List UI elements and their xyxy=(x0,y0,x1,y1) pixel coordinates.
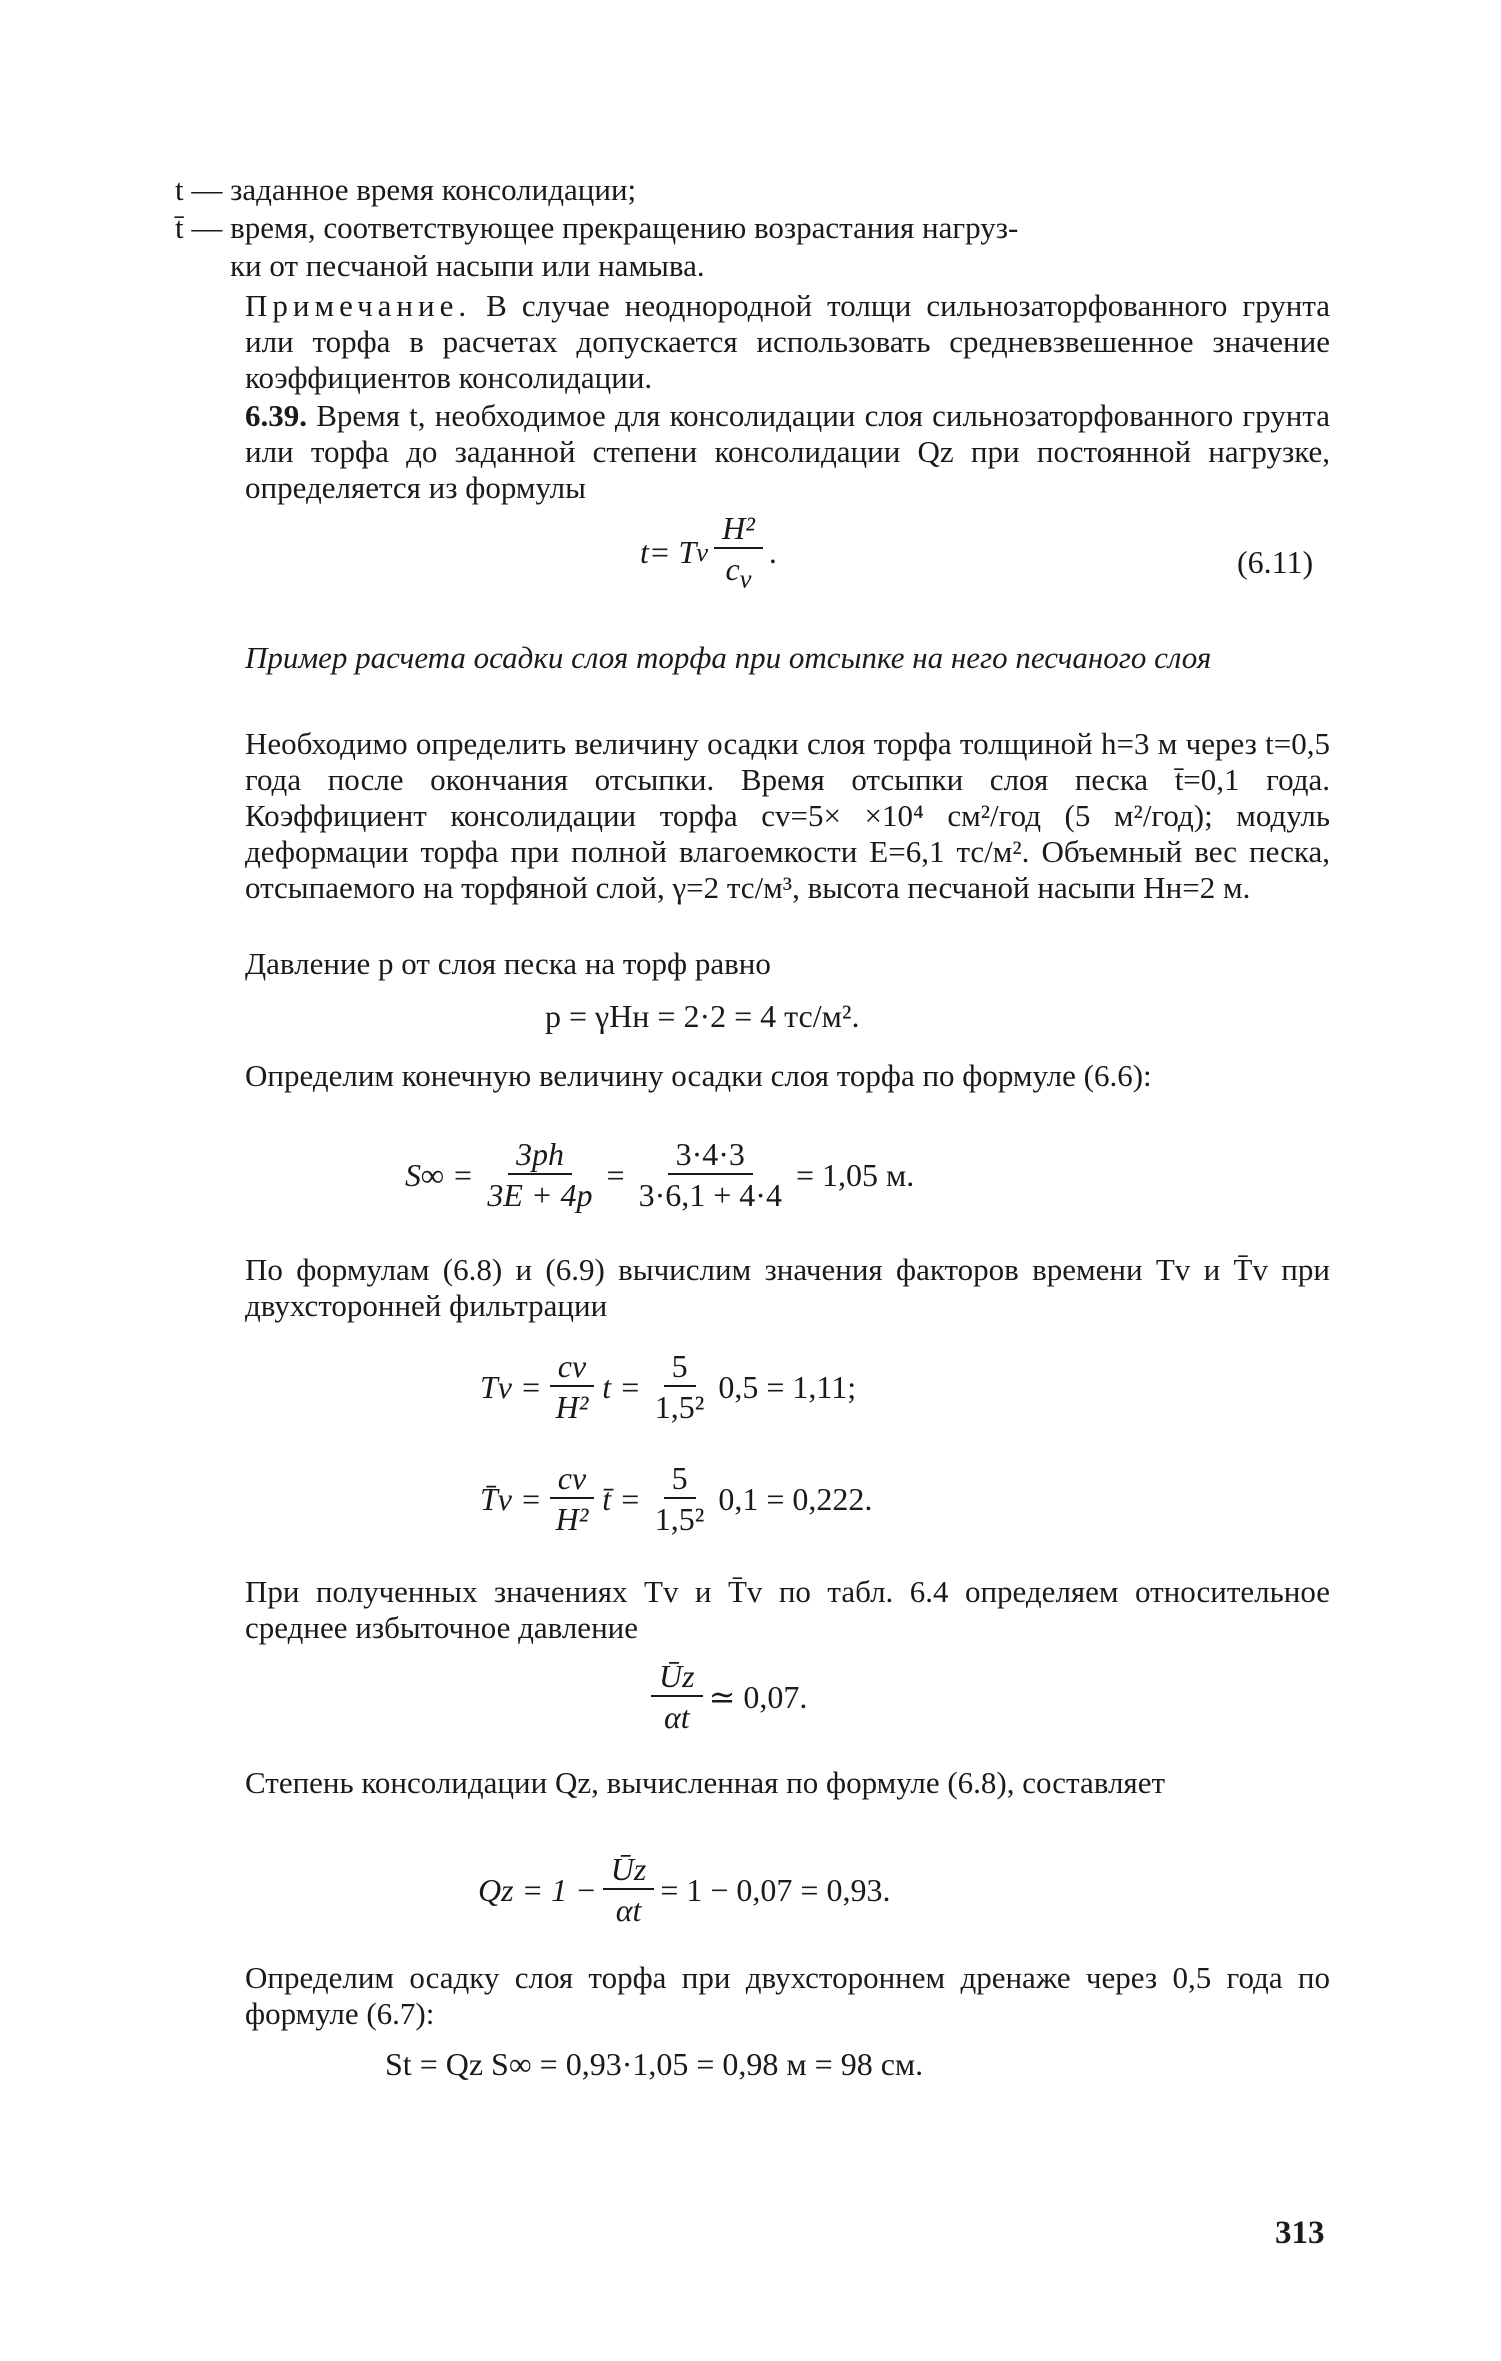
tv-lhs: Tv = xyxy=(480,1368,542,1405)
paragraph-number: 6.39. xyxy=(245,398,307,433)
formula-consolidation xyxy=(478,1853,890,1926)
u-fraction xyxy=(651,1660,703,1733)
u-den: αt xyxy=(663,1699,690,1735)
tv-fraction-1 xyxy=(548,1350,597,1423)
u-result: ≃ 0,07. xyxy=(708,1678,808,1715)
example-paragraph-3: Определим конечную величину осадки слоя торфа по формуле (6.6): xyxy=(245,1058,1152,1093)
settlement-fraction-2 xyxy=(631,1138,790,1211)
example-paragraph-6: Степень консолидации Qz, вычисленная по формуле (6.8), составляет xyxy=(245,1765,1165,1800)
q-lhs: Qz = 1 − xyxy=(478,1871,597,1908)
formula-settlement xyxy=(405,1138,914,1211)
tbv-result: 0,1 = 0,222. xyxy=(718,1480,873,1517)
formula-6-11 xyxy=(640,512,777,592)
tbv-fraction-2 xyxy=(647,1462,713,1535)
formula-settlement-time: St = Qz S∞ = 0,93·1,05 = 0,98 м = 98 см. xyxy=(385,2046,924,2082)
settlement-lhs: S∞ = xyxy=(405,1156,474,1193)
example-paragraph-5: При полученных значениях Tv и T̄v по табл. 6.4 определяем относительное среднее избыточное давление xyxy=(245,1574,1330,1645)
tbv-mid: t̄ = xyxy=(602,1480,641,1517)
formula-pressure: p = γHн = 2·2 = 4 тс/м². xyxy=(545,998,860,1034)
definition-t-bar: t̄ — время, соответствующее прекращению возрастания нагруз- xyxy=(175,210,1019,245)
note-label: Примечание. xyxy=(245,288,472,323)
tv-den-2: 1,5² xyxy=(654,1389,705,1425)
tv-mid: t = xyxy=(602,1368,641,1405)
example-paragraph-7: Определим осадку слоя торфа при двухстороннем дренаже через 0,5 года по формуле (6.7): xyxy=(245,1960,1330,2031)
tbv-num-1: cv xyxy=(550,1462,594,1499)
tv-num-1: cv xyxy=(550,1350,594,1387)
q-fraction xyxy=(603,1853,655,1926)
formula-lhs: t= T xyxy=(640,534,697,571)
q-num: Ūz xyxy=(603,1853,655,1890)
tbv-fraction-1 xyxy=(548,1462,597,1535)
example-paragraph-2: Давление p от слоя песка на торф равно xyxy=(245,946,771,981)
tbv-den-2: 1,5² xyxy=(654,1501,705,1537)
tv-result: 0,5 = 1,11; xyxy=(718,1368,857,1405)
u-num: Ūz xyxy=(651,1660,703,1697)
note-paragraph xyxy=(175,288,1330,396)
example-title: Пример расчета осадки слоя торфа при отсыпке на него песчаного слоя xyxy=(245,640,1212,675)
formula-fraction xyxy=(714,512,763,592)
formula-time-factor xyxy=(480,1350,856,1423)
formula-numerator: H² xyxy=(714,512,763,549)
example-paragraph-4: По формулам (6.8) и (6.9) вычислим значения факторов времени Tv и T̄v при двухсторонней фильтрации xyxy=(245,1252,1330,1323)
settlement-num-1: 3ph xyxy=(508,1138,572,1175)
definition-t: t — заданное время консолидации; xyxy=(175,172,637,207)
paragraph-6-39 xyxy=(175,398,1330,506)
formula-tail: . xyxy=(768,534,777,571)
tbv-num-2: 5 xyxy=(664,1462,696,1499)
settlement-num-2: 3·4·3 xyxy=(668,1138,753,1175)
settlement-result: = 1,05 м. xyxy=(795,1156,915,1193)
settlement-den-1: 3E + 4p xyxy=(487,1177,593,1213)
settlement-fraction-1 xyxy=(479,1138,600,1211)
settlement-den-2: 3·6,1 + 4·4 xyxy=(638,1177,782,1213)
formula-lhs-sub: v xyxy=(696,536,709,567)
formula-denominator: $c_v$ xyxy=(725,551,752,594)
tbv-lhs: T̄v = xyxy=(480,1480,542,1517)
tv-fraction-2 xyxy=(647,1350,713,1423)
formula-time-factor-bar xyxy=(480,1462,872,1535)
definition-t-bar-cont: ки от песчаной насыпи или намыва. xyxy=(230,248,705,283)
note-text: В случае неоднородной толщи сильнозаторфованного грунта или торфа в расчетах допускается использовать средневзвешенное значение коэффициентов консолидации. xyxy=(245,288,1331,395)
tv-num-2: 5 xyxy=(664,1350,696,1387)
tv-den-1: H² xyxy=(555,1389,589,1425)
tbv-den-1: H² xyxy=(555,1501,589,1537)
q-result: = 1 − 0,07 = 0,93. xyxy=(660,1871,891,1908)
equation-number: (6.11) xyxy=(1237,544,1314,580)
page-number: 313 xyxy=(1275,2215,1325,2251)
settlement-equals: = xyxy=(606,1156,625,1193)
example-paragraph-1: Необходимо определить величину осадки слоя торфа толщиной h=3 м через t=0,5 года после окончания отсыпки. Время отсыпки слоя песка t̄=0,1 года. Коэффициент консолидации торфа cv=5× ×10⁴ см²/год (5 м²/год); модуль деформации торфа при полной влагоемкости E=6,1 тс/м². Объемный вес песка, отсыпаемого на торфяной слой, γ=2 тс/м³, высота песчаной насыпи Hн=2 м. xyxy=(245,726,1330,905)
q-den: αt xyxy=(615,1892,642,1928)
paragraph-text: Время t, необходимое для консолидации слоя сильнозаторфованного грунта или торфа до заданной степени консолидации Qz при постоянной нагрузке, определяется из формулы xyxy=(245,398,1330,505)
formula-pressure-ratio xyxy=(645,1660,807,1733)
